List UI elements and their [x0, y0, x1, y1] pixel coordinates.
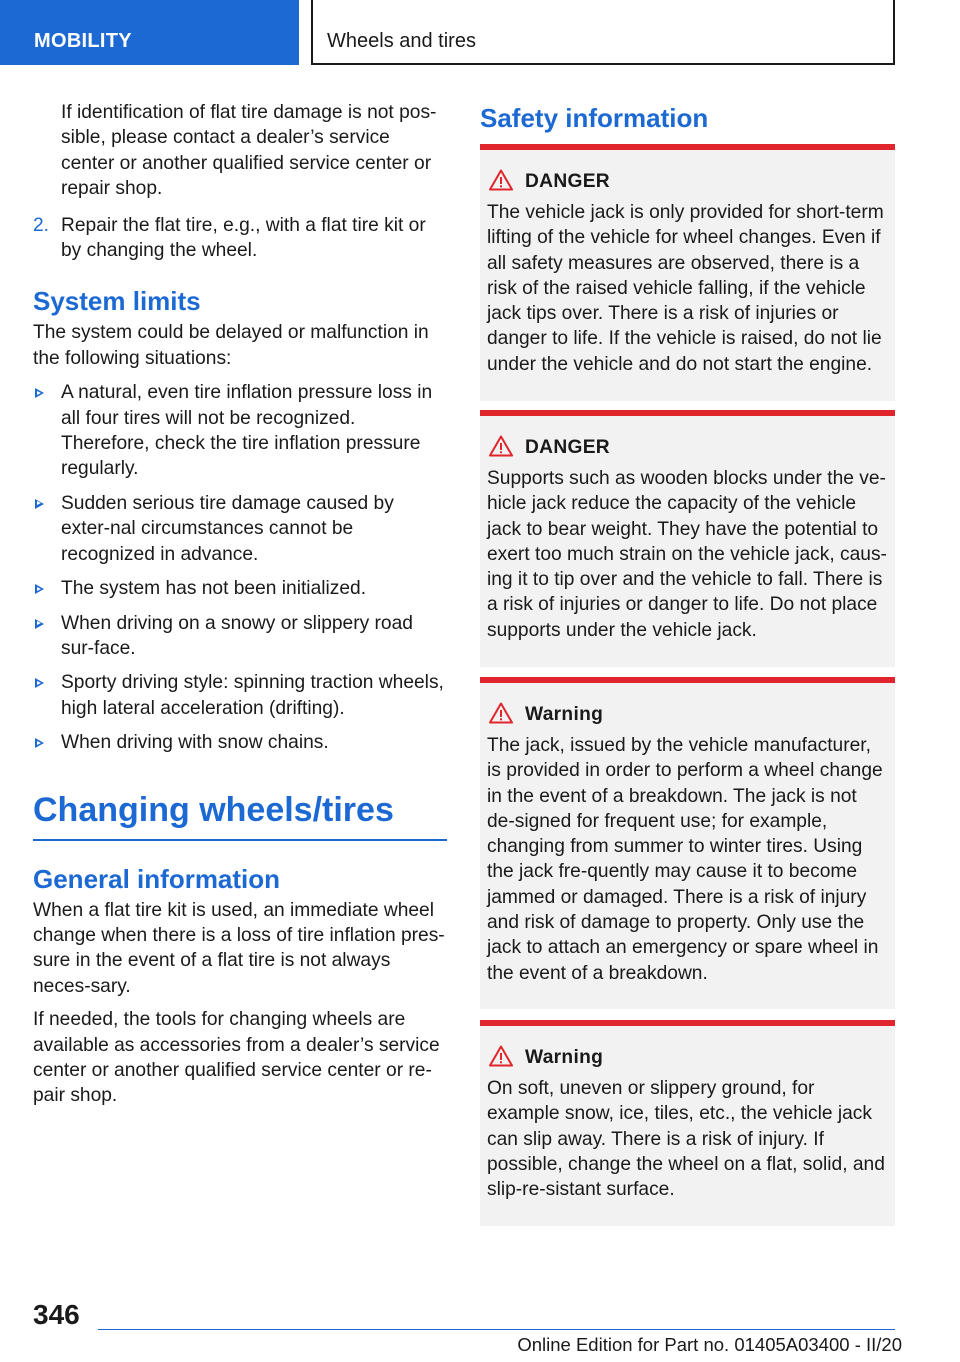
- system-limits-list: [33, 380, 447, 755]
- danger-box-1: [480, 144, 895, 401]
- system-limits-intro: The system could be delayed or malfunction in the following situations:: [33, 322, 429, 369]
- triangle-bullet-icon: [35, 499, 44, 509]
- step-text: Repair the flat tire, e.g., with a flat tire kit or by changing the wheel.: [61, 214, 426, 262]
- list-item: Sporty driving style: spinning traction wheels, high lateral acceleration (drifting).: [33, 670, 447, 721]
- step-number: 2.: [33, 214, 50, 236]
- box-text: The vehicle jack is only provided for short-term lifting of the vehicle for wheel changes. Even if all safety measures are observed, there is a risk of the raised vehicle falling, if the vehicle jack tips over. There is a risk of injuries or danger to life. If the vehicle is raised, do not lie under the vehicle and do not start the engine.: [487, 202, 884, 375]
- list-item: The system has not been initialized.: [33, 576, 447, 601]
- heading-rule: [33, 839, 447, 841]
- box-title: DANGER: [487, 170, 887, 194]
- page-number: 346: [33, 1299, 80, 1330]
- warning-box-1: [480, 677, 895, 1009]
- safety-information-heading: Safety information: [480, 103, 709, 133]
- warning-box-2: [480, 1020, 895, 1226]
- list-item: When driving with snow chains.: [33, 730, 447, 755]
- right-column: [480, 100, 895, 1201]
- list-item: A natural, even tire inflation pressure loss in all four tires will not be recognized. Therefore, check the tire inflation pressure regularly.: [33, 380, 447, 482]
- box-title: Warning: [487, 1046, 887, 1070]
- box-text: The jack, issued by the vehicle manufacturer, is provided in order to perform a wheel change in the event of a breakdown. The jack is not de‐signed for frequent use; for example, changing from summer to winter tires. Using the jack fre‐quently may cause it to become jammed or damaged. There is a risk of injury and risk of damage to property. Only use the jack to attach an emergency or spare wheel in the event of a breakdown.: [487, 735, 883, 984]
- warning-triangle-icon: [489, 1045, 513, 1067]
- warning-triangle-icon: [489, 169, 513, 191]
- continued-paragraph: If identification of flat tire damage is not pos‐sible, please contact a dealer’s service center or another qualified service center or repair shop.: [61, 102, 437, 200]
- list-item: When driving on a snowy or slippery road sur‐face.: [33, 611, 447, 662]
- warning-triangle-icon: [489, 702, 513, 724]
- list-item: Sudden serious tire damage caused by exter‐nal circumstances cannot be recognized in advance.: [33, 491, 447, 567]
- general-information-heading: General information: [33, 863, 281, 894]
- section-tab: [0, 0, 299, 65]
- box-text: On soft, uneven or slippery ground, for example snow, ice, tiles, etc., the vehicle jack can slip away. There is a risk of injury. If possible, change the wheel on a flat, solid, and slip-re‐sistant surface.: [487, 1078, 885, 1201]
- triangle-bullet-icon: [35, 678, 44, 688]
- chapter-title: Wheels and tires: [327, 30, 476, 52]
- triangle-bullet-icon: [35, 619, 44, 629]
- chapter-header: [311, 0, 895, 65]
- system-limits-heading: System limits: [33, 286, 201, 317]
- left-column: [33, 100, 447, 1109]
- general-info-para-2: If needed, the tools for changing wheels are available as accessories from a dealer’s service center or another qualified service center or re‐pair shop.: [33, 1009, 440, 1107]
- triangle-bullet-icon: [35, 738, 44, 748]
- danger-box-2: [480, 410, 895, 667]
- box-title: DANGER: [487, 436, 887, 460]
- step-2: [33, 213, 447, 264]
- edition-note: Online Edition for Part no. 01405A03400 - II/20: [517, 1334, 902, 1355]
- box-text: Supports such as wooden blocks under the ve‐hicle jack reduce the capacity of the vehicle jack to bear weight. They have the potential to exert too much strain on the vehicle jack, caus‐ing it to tip over and the vehicle to fall. There is a risk of injuries or danger to life. Do not place supports under the vehicle jack.: [487, 468, 887, 641]
- triangle-bullet-icon: [35, 388, 44, 398]
- triangle-bullet-icon: [35, 584, 44, 594]
- footer-divider: [98, 1329, 895, 1330]
- box-title: Warning: [487, 703, 887, 727]
- section-title: MOBILITY: [34, 30, 132, 52]
- warning-triangle-icon: [489, 435, 513, 457]
- general-info-para-1: When a flat tire kit is used, an immediate wheel change when there is a loss of tire inflation pres‐sure in the event of a flat tire is not always neces‐sary.: [33, 899, 445, 997]
- changing-wheels-heading: Changing wheels/tires: [33, 790, 394, 829]
